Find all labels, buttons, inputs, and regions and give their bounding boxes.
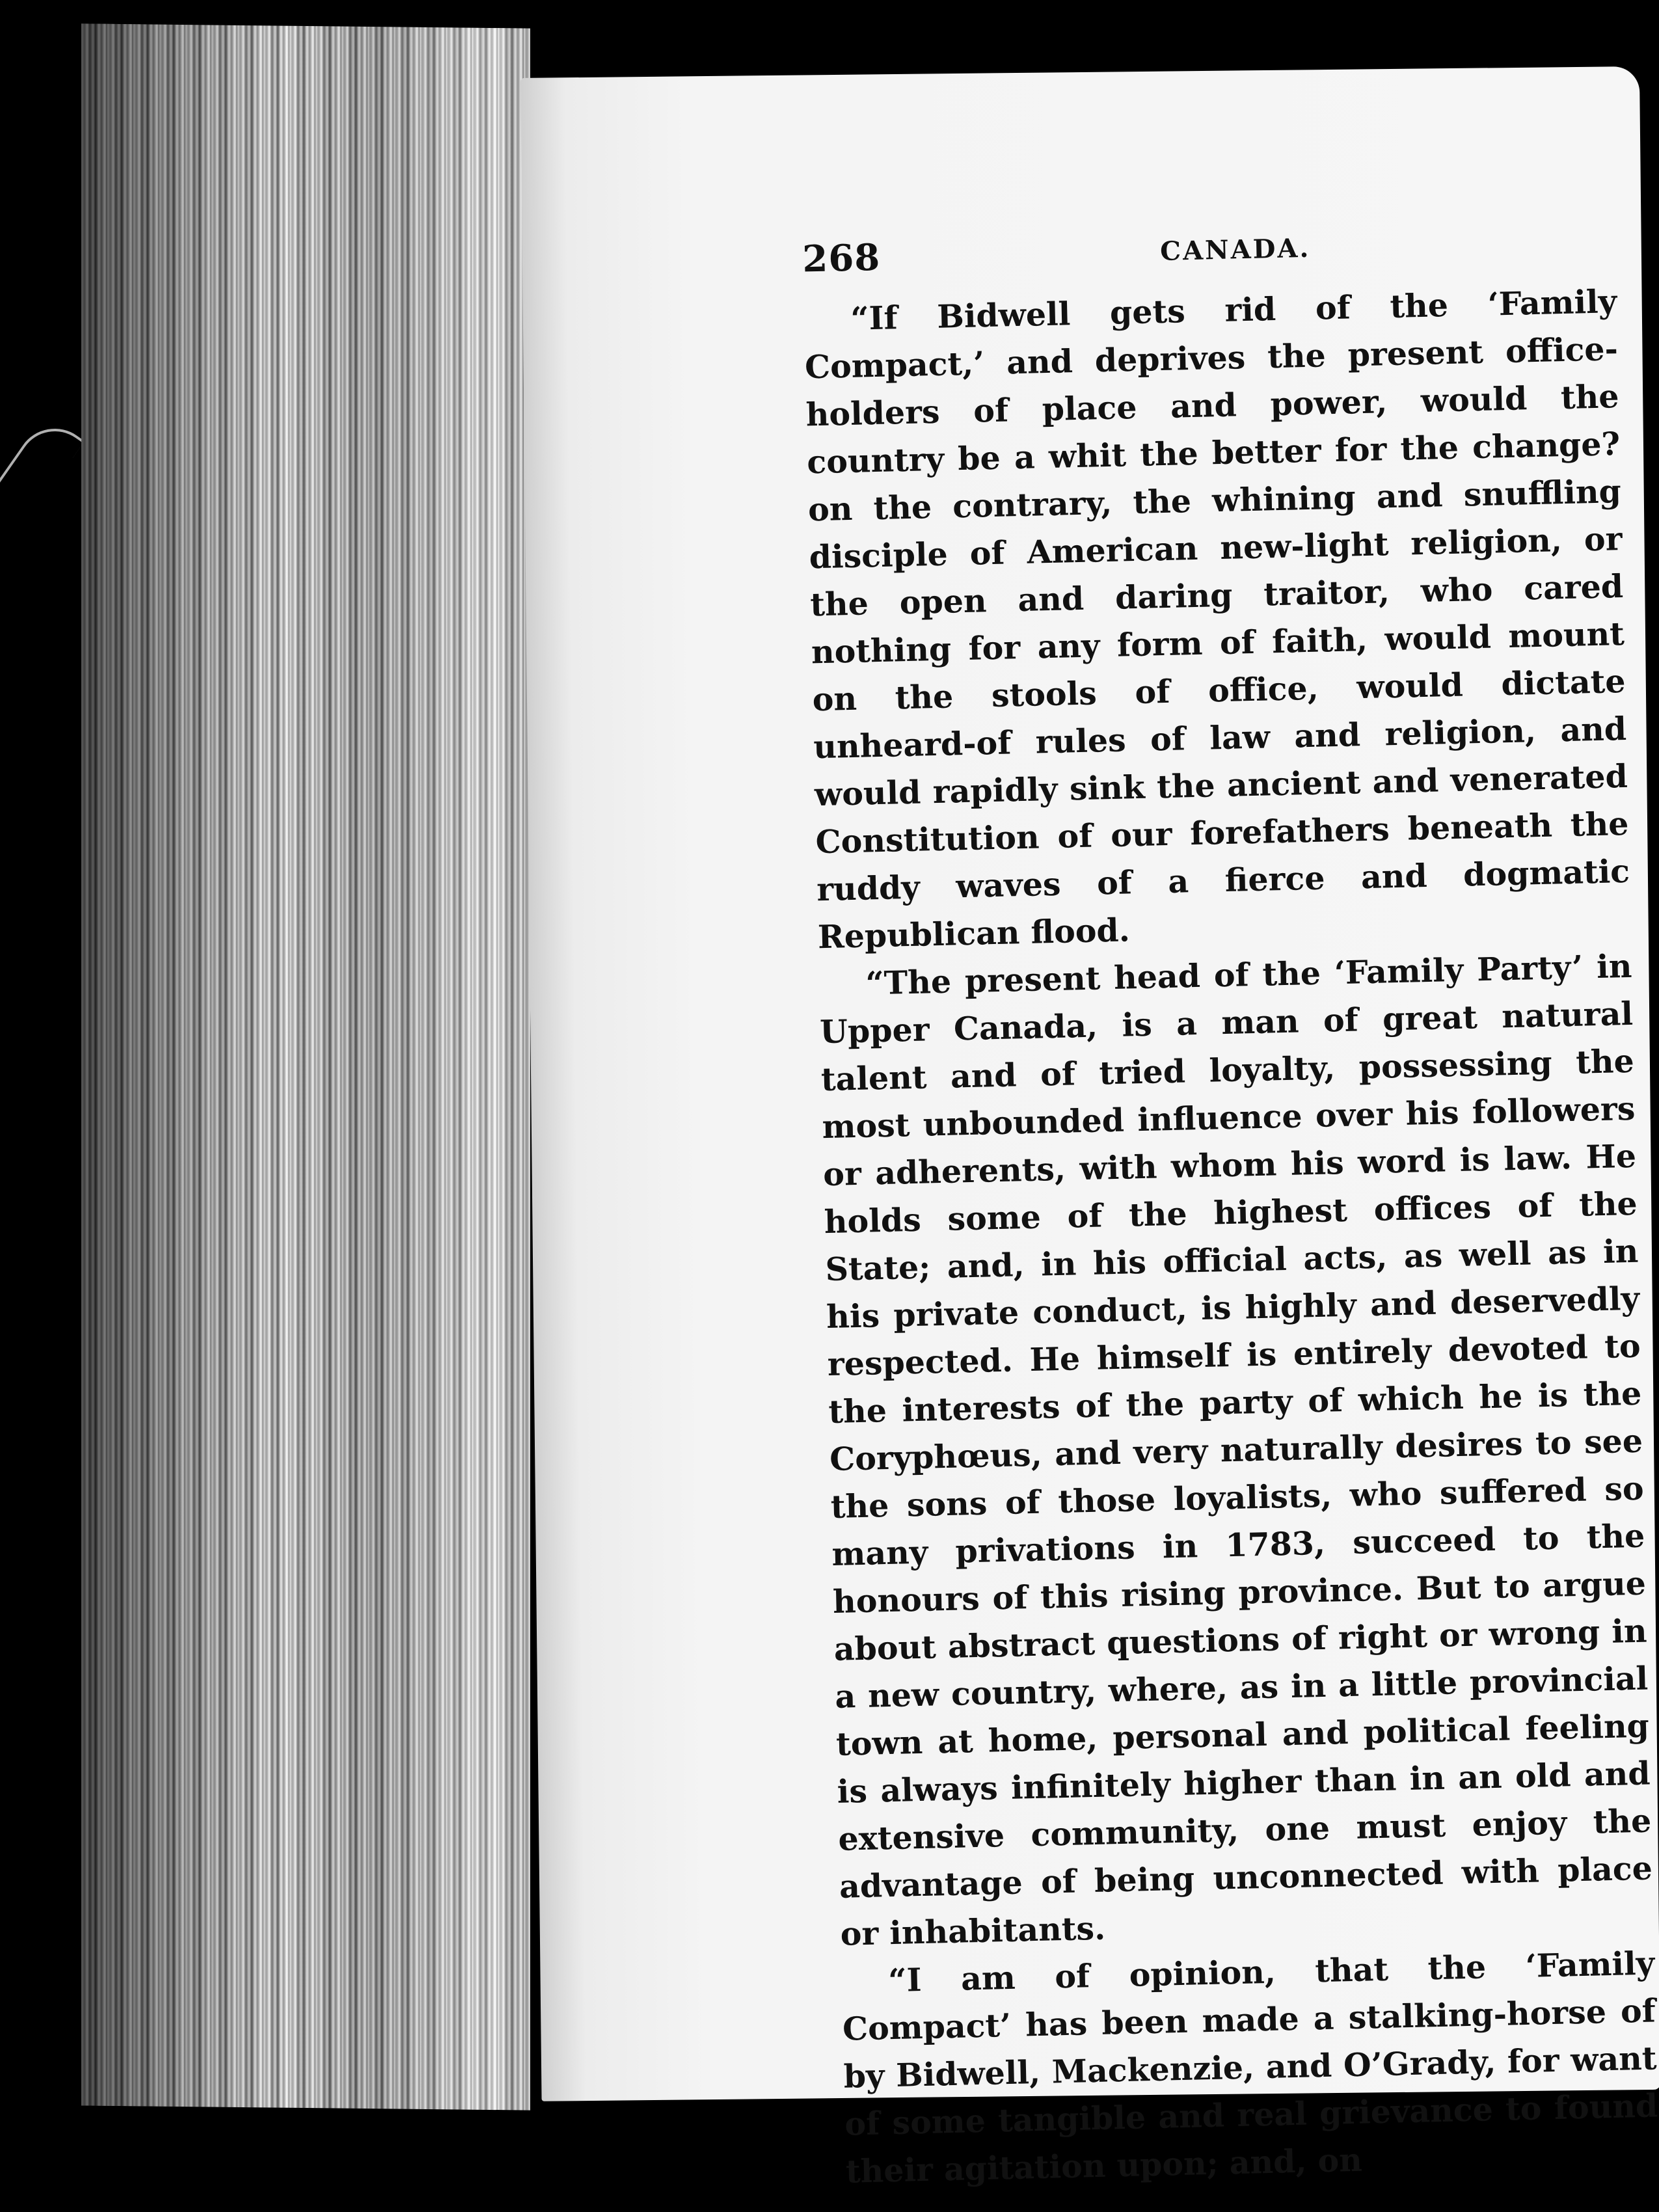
page-header bbox=[802, 219, 1616, 283]
paragraph-2: “The present head of the ‘Family Party’ in Upper Canada, is a man of great natural talent and of tried loyalty, possessing the most unbounded influence over his followers or adherents, with whom his word is law. He holds some of the highest offices of the State; and, in his official acts, as well as in his private conduct, is highly and deservedly respected. He himself is entirely devoted to the interests of the party of which he is the Coryphœus, and very naturally desires to see the sons of those loyalists, who suffered so many privations in 1783, succeed to the honours of this rising province. But to argue about abstract questions of right or wrong in a new country, where, as in a little provincial town at home, personal and political feeling is always infinitely higher than in an old and extensive community, one must enjoy the advantage of being unconnected with place or inhabitants. bbox=[819, 947, 1653, 1953]
paragraph-1: “If Bidwell gets rid of the ‘Family Compact,’ and deprives the present office-holders of place and power, would the country be a whit the better for the change? on the contrary, the whining and snuffling disciple of American new-light religion, or the open and daring traitor, who cared nothing for any form of faith, would mount on the stools of office, would dictate unheard-of rules of law and religion, and would rapidly sink the ancient and venerated Constitution of our forefathers beneath the ruddy waves of a fierce and dogmatic Republican flood. bbox=[804, 282, 1630, 956]
page-number: 268 bbox=[802, 236, 881, 281]
text-block bbox=[802, 219, 1659, 2196]
paragraph-3: “I am of opinion, that the ‘Family Compact’ has been made a stalking-horse of by Bidwell, Mackenzie, and O’Grady, for want of some tangible and real grievance to found their agitation upon; and, on bbox=[842, 1944, 1658, 2191]
scan-artifact-mark bbox=[0, 413, 85, 539]
page-edges bbox=[81, 23, 530, 2110]
running-head: CANADA. bbox=[1159, 232, 1311, 267]
book-page bbox=[520, 66, 1659, 2191]
